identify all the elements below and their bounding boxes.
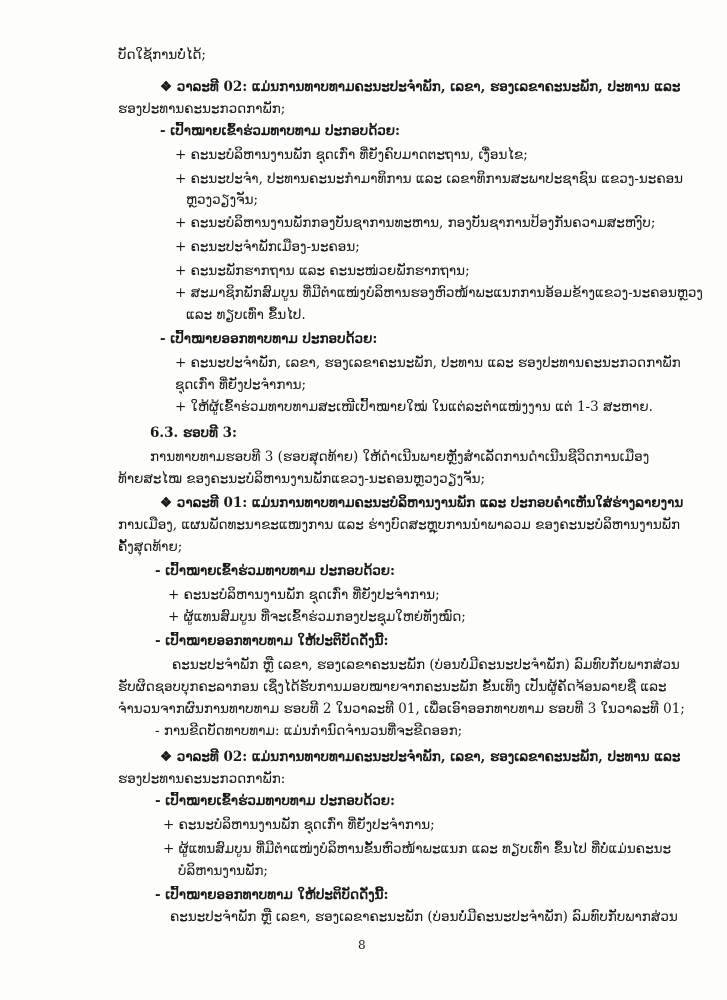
list-item: + ຄະນະບໍລິຫານງານພັກ ຊຸດເກົ່າ ທີ່ຍັງຄົບມາດຕະຖານ, ເງື່ອນໄຂ; xyxy=(175,147,528,163)
list-item: + ຄະນະບໍລິຫານງານພັກ ຊຸດເກົ່າ ທີ່ຍັງປະຈຳການ; xyxy=(163,817,435,833)
text-line: ຄະນະປະຈຳພັກ ຫຼື ເລຂາ, ຮອງເລຂາຄະນະພັກ (ບ່ອນບໍ່ມີຄະນະປະຈຳພັກ) ລົມທົບກັບພາກສ່ວນ xyxy=(170,909,678,925)
text-line: ແລະ ທຽບເທົ່າ ຂຶ້ນໄປ. xyxy=(186,307,306,323)
section-subheading: - ເປົ້າໝາຍເຂົ້າຮ່ວມທາບທາມ ປະກອບດ້ວຍ: xyxy=(155,793,396,809)
text-line: ຮອງປະທານຄະນະກວດກາພັກ: xyxy=(118,771,286,787)
section-heading: 6.3. ຮອບທີ 3: xyxy=(150,425,238,441)
section-subheading: - ເປົ້າໝາຍອອກທາບທາມ ໃຫ້ປະຕິບັດດັ່ງນີ້: xyxy=(155,887,389,903)
text-line: ການທາບທາມຮອບທີ 3 (ຮອບສຸດທ້າຍ) ໃຫ້ດຳເນີນພາຍຫຼັງສຳເລັດການດຳເນີນຊີວິດການເມືອງ xyxy=(150,449,650,465)
text-line: ຮອງປະທານຄະນະກວດກາພັກ; xyxy=(118,101,286,117)
list-item: + ຜູ້ແທນສົມບູນ ທີ່ຈະເຂົ້າຮ່ວມກອງປະຊຸມໃຫຍ່ທັງໝົດ; xyxy=(168,609,466,625)
section-subheading: - ເປົ້າໝາຍອອກທາບທາມ ປະກອບດ້ວຍ: xyxy=(160,331,378,347)
section-subheading: - ເປົ້າໝາຍເຂົ້າຮ່ວມທາບທາມ ປະກອບດ້ວຍ: xyxy=(160,123,401,139)
page-number: 8 xyxy=(358,938,366,952)
text-line: ຫຼວງວຽງຈັນ; xyxy=(186,192,259,208)
list-item: + ຜູ້ແທນສົມບູນ ທີ່ມີຕຳແໜ່ງບໍລິຫານຂັ້ນຫົວໜ້າພະແນກ ແລະ ທຽບເທົ່າ ຂຶ້ນໄປ ທີ່ບໍ່ແມ່ນຄະນະ xyxy=(163,841,672,857)
list-item: + ໃຫ້ຜູ້ເຂົ້າຮ່ວມທາບທາມສະເໜີເປົ້າໝາຍໃໝ່ ໃນແຕ່ລະຕຳແໜ່ງງານ ແຕ່ 1-3 ສະຫາຍ. xyxy=(175,399,653,415)
text-line: ທ້າຍສະໄໝ ຂອງຄະນະບໍລິຫານງານພັກແຂວງ-ນະຄອນຫຼວງວຽງຈັນ; xyxy=(118,471,486,487)
list-item: + ຄະນະບໍລິຫານງານພັກ ຊຸດເກົ່າ ທີ່ຍັງປະຈຳການ; xyxy=(168,587,440,603)
agenda-heading: ❖ ວາລະທີ 02: ແມ່ນການທາບທາມຄະນະປະຈຳພັກ, ເລຂາ, ຮອງເລຂາຄະນະພັກ, ປະທານ ແລະ xyxy=(160,749,681,765)
section-subheading: - ເປົ້າໝາຍອອກທາບທາມ ໃຫ້ປະຕິບັດດັ່ງນີ້: xyxy=(155,633,389,649)
list-item: + ຄະນະພັກຮາກຖານ ແລະ ຄະນະໜ່ວຍພັກຮາກຖານ; xyxy=(175,263,470,279)
list-item: + ຄະນະປະຈຳພັກເມືອງ-ນະຄອນ; xyxy=(175,239,360,255)
list-item: + ຄະນະປະຈຳພັກ, ເລຂາ, ຮອງເລຂາຄະນະພັກ, ປະທານ ແລະ ຮອງປະທານຄະນະກວດກາພັກ xyxy=(175,355,681,371)
text-line: ບໍລິຫານງານພັກ; xyxy=(178,863,268,879)
section-subheading: - ເປົ້າໝາຍເຂົ້າຮ່ວມທາບທາມ ປະກອບດ້ວຍ: xyxy=(155,563,396,579)
text-line: ຄັ້ງສຸດທ້າຍ; xyxy=(118,539,183,555)
text-line: ຊຸດເກົ່າ ທີ່ຍັງປະຈຳການ; xyxy=(175,377,307,393)
list-item: + ສະມາຊິກພັກສົມບູນ ທີ່ມີຕຳແໜ່ງບໍລິຫານຮອງຫົວໜ້າພະແນກການອ້ອມຂ້າງແຂວງ-ນະຄອນຫຼວງ xyxy=(175,285,703,301)
list-item: + ຄະນະບໍລິຫານງານພັກກອງບັນຊາການທະຫານ, ກອງບັນຊາການປ້ອງກັນຄວາມສະຫງົບ; xyxy=(175,215,656,231)
list-item: - ການຂີດບັດທາບທາມ: ແມ່ນກຳນົດຈຳນວນທີ່ຈະຂີດອອກ; xyxy=(155,723,463,739)
text-line: ຄະນະປະຈຳພັກ ຫຼື ເລຂາ, ຮອງເລຂາຄະນະພັກ (ບ່ອນບໍ່ມີຄະນະປະຈຳພັກ) ລົມທົບກັບພາກສ່ວນ xyxy=(172,657,680,673)
agenda-heading: ❖ ວາລະທີ 02: ແມ່ນການທາບທາມຄະນະປະຈຳພັກ, ເລຂາ, ຮອງເລຂາຄະນະພັກ, ປະທານ ແລະ xyxy=(160,79,681,95)
list-item: + ຄະນະປະຈຳ, ປະທານຄະນະກຳມາທິການ ແລະ ເລຂາທິການສະພາປະຊາຊົນ ແຂວງ-ນະຄອນ xyxy=(175,171,684,187)
text-line: ຮັບຜິດຊອບບຸກຄະລາກອນ ເຊິ່ງໄດ້ຮັບການມອບໝາຍຈາກຄະນະພັກ ຂັ້ນເທິງ ເປັນຜູ້ຄັດຈ້ອນລາຍຊື່ ແລະ xyxy=(118,679,667,695)
text-line: ບັດໃຊ້ການບໍ່ໄດ້; xyxy=(118,47,206,63)
text-line: ການເມືອງ, ແຜນພັດທະນາຂະແໜງການ ແລະ ຮ່າງບົດສະຫຼຸບການນຳພາລວມ ຂອງຄະນະບໍລິຫານງານພັກ xyxy=(118,517,681,533)
agenda-heading: ❖ ວາລະທີ 01: ແມ່ນການທາບທາມຄະນະບໍລິຫານງານພັກ ແລະ ປະກອບຄຳເຫັນໃສ່ຮ່າງລາຍງານ xyxy=(160,495,684,511)
text-line: ຈຳນວນຈາກຜົນການທາບທາມ ຮອບທີ 2 ໃນວາລະທີ 01, ເພື່ອເອົາອອກທາບທາມ ຮອບທີ 3 ໃນວາລະທີ 01; xyxy=(118,701,685,717)
